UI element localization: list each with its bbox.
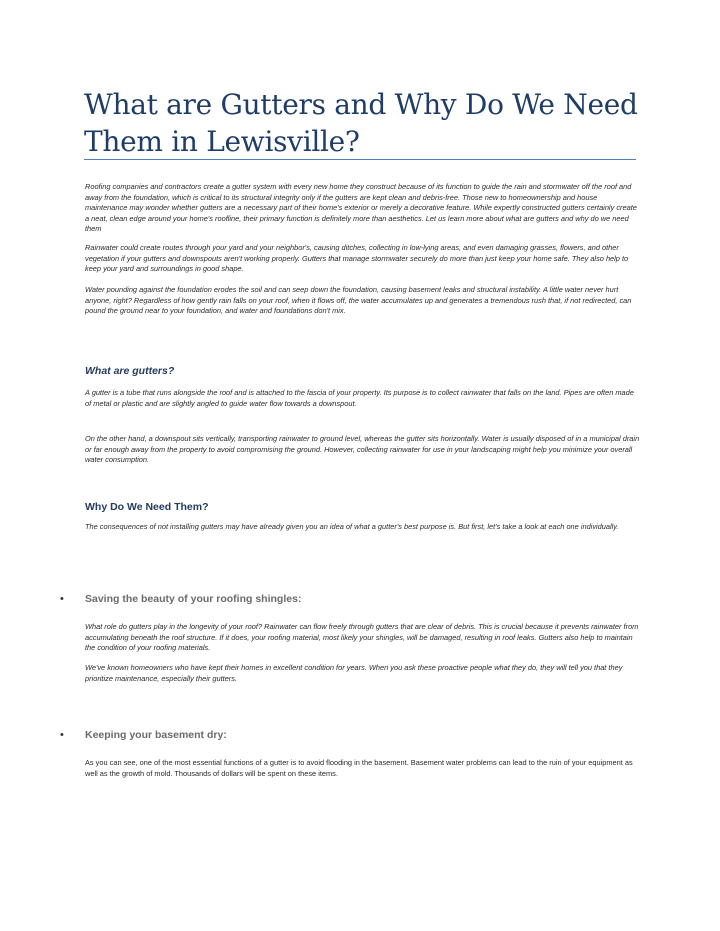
title-divider <box>84 159 636 160</box>
bullet-marker: • <box>60 729 64 741</box>
intro-paragraph-3: Water pounding against the foundation erodes the soil and can seep down the foundation, causing basement leaks and structural instability. A little water never hurt anyone, right? Regardless of how gently rain falls on your roof, when it flows off, the water accumulates up and generates a tremendous rush that, if not redirected, can pound the ground near to your foundation, and water and foundations don't mix. <box>85 285 632 316</box>
basement-heading: Keeping your basement dry: <box>85 729 227 741</box>
bullet-marker: • <box>60 593 64 605</box>
what-are-paragraph-2: On the other hand, a downspout sits vertically, transporting rainwater to ground level, whereas the gutter sits horizontally. Water is usually disposed of in a municipal drain or far enough away from the property to avoid compromising the ground. However, collecting rainwater for use in your landscaping might help you minimize your overall water consumption. <box>85 434 640 465</box>
basement-paragraph-1: As you can see, one of the most essential functions of a gutter is to avoid flooding in the basement. Basement water problems can lead to the ruin of your equipment as well as the growth of mold. Thousands of dollars will be spent on these items. <box>85 758 633 778</box>
shingles-heading: Saving the beauty of your roofing shingles: <box>85 593 302 605</box>
intro-paragraph-2: Rainwater could create routes through your yard and your neighbor's, causing ditches, collecting in low-lying areas, and even damaging grasses, flowers, and other vegetation if your gutters and downspouts aren't working properly. Gutters that manage stormwater securely do more than just keep your home safe. They also help to keep your yard and surroundings in good shape. <box>85 243 629 274</box>
bullet-item-shingles <box>60 593 620 609</box>
intro-paragraph-1: Roofing companies and contractors create a gutter system with every new home they construct because of its function to guide the rain and stormwater off the roof and away from the foundation, which is critical to its structural integrity only if the gutters are kept clean and debris-free. Those new to homeownership and house maintenance may wonder whether gutters are a necessary part of their home's exterior or merely a decorative feature. While expertly constructed gutters certainly create a neat, clean edge around your home's roofline, their primary function is definitely more than aesthetics. Let us learn more about what are gutters and why do we need them <box>85 182 637 234</box>
why-paragraph-1: The consequences of not installing gutters may have already given you an idea of what a gutter's best purpose is. But first, let's take a look at each one individually. <box>85 522 619 531</box>
shingles-paragraph-1: What role do gutters play in the longevity of your roof? Rainwater can flow freely through gutters that are clear of debris. This is crucial because it prevents rainwater from accumulating beneath the roof structure. If it does, your roofing material, most likely your shingles, will be damaged, resulting in roof leaks. Gutters also help to maintain the condition of your roofing materials. <box>85 622 639 653</box>
bullet-item-basement <box>60 729 620 745</box>
shingles-paragraph-2: We've known homeowners who have kept their homes in excellent condition for years. When you ask these proactive people what they do, they will tell you that they prioritize maintenance, especially their gutters. <box>85 663 623 683</box>
what-are-paragraph-1: A gutter is a tube that runs alongside the roof and is attached to the fascia of your property. Its purpose is to collect rainwater that falls on the land. Pipes are often made of metal or plastic and are slightly angled to guide water flow towards a downspout. <box>85 388 634 408</box>
why-heading: Why Do We Need Them? <box>85 501 209 513</box>
what-are-gutters-heading: What are gutters? <box>85 365 175 377</box>
page-title: What are Gutters and Why Do We Need Them in Lewisville? <box>84 88 638 158</box>
